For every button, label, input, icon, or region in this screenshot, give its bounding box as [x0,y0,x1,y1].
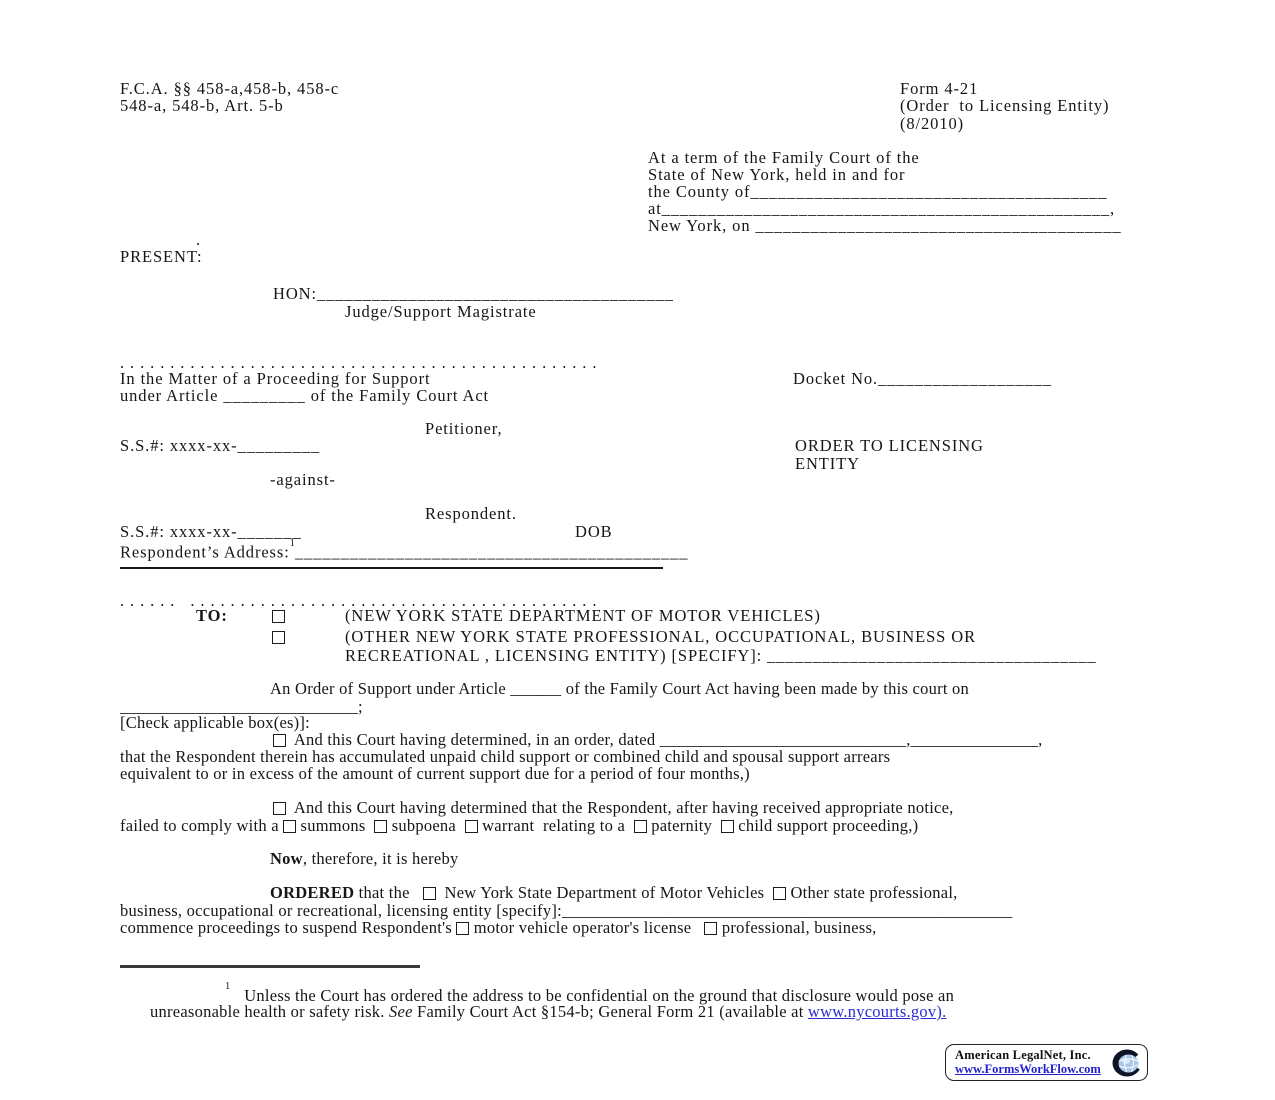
now-therefore-line [270,850,458,868]
arrears-checkbox[interactable] [273,734,286,747]
other-entity-option-line-1: (OTHER NEW YORK STATE PROFESSIONAL, OCCUPATIONAL, BUSINESS OR [345,627,976,646]
form-title: (Order to Licensing Entity) [900,96,1110,115]
subpoena-label: subpoena [387,816,465,835]
footnote-line-2 [150,1003,947,1021]
arrears-clause-line-2: that the Respondent therein has accumulated unpaid child support or combined child and spousal support arrears [120,747,891,766]
ordered-seg1: that the [354,883,423,902]
footnote-text-1: Unless the Court has ordered the address to be confidential on the ground that disclosure would pose an [244,985,955,1005]
ordered-dmv-checkbox[interactable] [423,887,436,900]
dob-label: DOB [575,522,613,541]
order-title-line-1: ORDER TO LICENSING [795,436,984,455]
legalnet-badge [945,1044,1148,1081]
petitioner-label: Petitioner, [425,419,503,438]
notice-line2-pre: failed to comply with a [120,816,284,835]
respondent-address-label: Respondent’s Address: [120,542,290,562]
legalnet-company-name: American LegalNet, Inc. [955,1047,1091,1062]
dmv-entity-option: (NEW YORK STATE DEPARTMENT OF MOTOR VEHICLES) [345,606,821,625]
ordered-bold: ORDERED [270,883,355,902]
footnote-ref: 1 [225,981,231,992]
court-term-county-blank: the County of_______________________________________ [648,182,1108,201]
notice-checkbox[interactable] [273,802,286,815]
summons-checkbox[interactable] [283,820,296,833]
docket-number-blank: Docket No.___________________ [793,369,1052,388]
motor-vehicle-license-checkbox[interactable] [456,922,469,935]
ordered-other-entity-checkbox[interactable] [773,887,786,900]
address-continuation-rule [120,567,663,569]
order-made-line-1: An Order of Support under Article ______ of the Family Court Act having been made by this court on [270,679,970,698]
dmv-entity-checkbox[interactable] [272,610,285,623]
now-bold: Now [270,849,303,868]
statute-reference-line-2: 548-a, 548-b, Art. 5-b [120,96,284,115]
court-term-line-1: At a term of the Family Court of the [648,148,920,167]
court-term-location-blank: at_________________________________________________, [648,199,1116,218]
matter-line-2: under Article _________ of the Family Court Act [120,386,490,405]
arrears-clause-text: And this Court having determined, in an order, dated _____________________________,_______________, [286,730,1043,749]
hon-name-blank: HON:_______________________________________ [273,284,674,303]
notice-clause-line-2 [120,817,918,835]
subpoena-checkbox[interactable] [374,820,387,833]
footnote-separator-rule [120,965,420,968]
child-support-label: child support proceeding,) [733,816,919,835]
other-entity-option-line-2: RECREATIONAL , LICENSING ENTITY) [SPECIFY]: ____________________________________ [345,646,1097,665]
stray-period: . [196,230,202,249]
professional-license-label: professional, business, [717,918,877,937]
respondent-label: Respondent. [425,504,517,523]
against-label: -against- [270,470,336,489]
nycourts-link[interactable]: www.nycourts.gov). [807,1002,947,1021]
arrears-clause-line-3: equivalent to or in excess of the amount of current support due for a period of four months,) [120,764,750,783]
petitioner-ssn-blank: S.S.#: xxxx-xx-_________ [120,436,320,455]
court-term-line-2: State of New York, held in and for [648,165,906,184]
matter-line-1: In the Matter of a Proceeding for Support [120,369,431,388]
statute-reference-line-1: F.C.A. §§ 458-a,458-b, 458-c [120,79,340,98]
order-made-date-blank: ____________________________; [120,697,363,716]
warrant-checkbox[interactable] [465,820,478,833]
respondent-address-blank: ___________________________________________ [294,542,689,562]
footnote-text-2b: Family Court Act §154-b; General Form 21 (available at [412,1002,808,1021]
paternity-checkbox[interactable] [634,820,647,833]
notice-clause-text: And this Court having determined that the Respondent, after having received appropriate notice, [286,798,954,817]
footnote-text-2a: unreasonable health or safety risk. [150,1002,390,1021]
form-number: Form 4-21 [900,79,979,98]
notice-clause-line-1 [273,799,954,817]
caption-dotted-rule-top: . . . . . . . . . . . . . . . . . . . . . . . . . . . . . . . . . . . . . . . . . . . . . . . . [120,353,598,372]
ordered-dmv-label: New York State Department of Motor Vehicles [435,883,774,902]
ordered-line3-pre: commence proceedings to suspend Respondent's [120,918,457,937]
respondent-address-line [120,540,688,562]
ordered-clause-line-3 [120,919,877,937]
paternity-label: paternity [646,816,721,835]
other-entity-checkbox[interactable] [272,631,285,644]
warrant-label: warrant relating to a [477,816,634,835]
ordered-clause-line-1 [270,884,958,902]
judge-caption: Judge/Support Magistrate [345,302,537,321]
summons-label: summons [296,816,375,835]
ordered-other-label: Other state professional, [786,883,958,902]
form-revision: (8/2010) [900,114,965,133]
court-term-date-blank: New York, on ________________________________________ [648,216,1122,235]
legalnet-badge-text [955,1049,1112,1077]
caption-dotted-rule-bottom: . . . . . . . . . . . . . . . . . . . . . . . . . . . . . . . . . . . . . . . . . . . . . . . [120,591,598,610]
order-title-line-2: ENTITY [795,454,860,473]
to-label: TO: [196,606,228,625]
now-rest: , therefore, it is hereby [302,849,459,868]
ordered-clause-line-2: business, occupational or recreational, licensing entity [specify]:_____________________________________________________ [120,901,1013,920]
respondent-ssn-blank: S.S.#: xxxx-xx-_______ [120,522,302,541]
child-support-checkbox[interactable] [721,820,734,833]
address-footnote-ref: 1 [289,538,295,549]
present-label: PRESENT: [120,247,203,266]
globe-icon [1112,1048,1144,1078]
footnote-see-italic: See [389,1002,413,1021]
professional-license-checkbox[interactable] [704,922,717,935]
formsworkflow-link[interactable]: www.FormsWorkFlow.com [955,1061,1101,1076]
check-instruction: [Check applicable box(es)]: [120,713,311,732]
motor-vehicle-license-label: motor vehicle operator's license [469,918,705,937]
